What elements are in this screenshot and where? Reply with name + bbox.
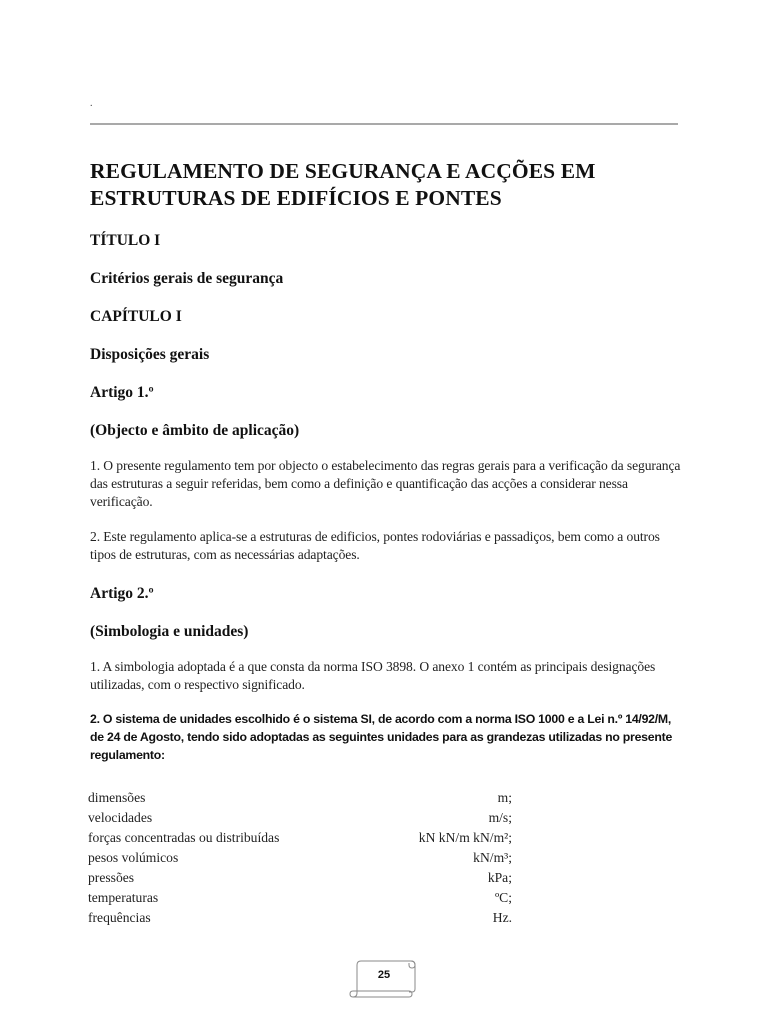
units-row [88,888,512,908]
capitulo-label: CAPÍTULO I [90,308,182,325]
header-mark: . [90,98,93,109]
units-row [88,908,512,928]
unit-symbol: ºC; [494,890,512,905]
artigo2-paragraph-2: 2. O sistema de unidades escolhido é o sistema SI, de acordo com a norma ISO 1000 e a Lei n.º 14/92/M, de 24 de Agosto, tendo sido adoptadas as seguintes unidades para as grandezas utilizadas no presente regulamento: [90,712,673,762]
unit-quantity: pressões [88,870,135,885]
artigo2-label: Artigo 2.º [90,585,154,602]
page-number-badge [349,959,419,999]
capitulo-name: Disposições gerais [90,346,210,363]
page-number: 25 [377,969,391,981]
unit-symbol: kPa; [487,870,512,885]
titulo-name: Critérios gerais de segurança [90,270,284,287]
units-table [88,788,512,928]
unit-quantity: velocidades [88,810,153,825]
units-row [88,788,512,808]
artigo1-paragraph-2: 2. Este regulamento aplica-se a estruturas de edificios, pontes rodoviárias e passadiços, bem como a outros tipos de estruturas, com as necessárias adaptações. [90,529,660,562]
unit-quantity: forças concentradas ou distribuídas [88,830,280,845]
unit-symbol: Hz. [492,910,512,925]
unit-quantity: dimensões [88,790,146,805]
artigo1-label: Artigo 1.º [90,384,154,401]
unit-quantity: frequências [88,910,151,925]
unit-quantity: temperaturas [88,890,159,905]
unit-symbol: kN/m³; [473,850,512,865]
unit-quantity: pesos volúmicos [88,850,179,865]
unit-symbol: m/s; [488,810,512,825]
document-body [90,158,682,764]
document-title: REGULAMENTO DE SEGURANÇA E ACÇÕES EM ESTRUTURAS DE EDIFÍCIOS E PONTES [90,159,596,210]
artigo2-heading: (Simbologia e unidades) [90,623,249,640]
artigo1-paragraph-1: 1. O presente regulamento tem por objecto o estabelecimento das regras gerais para a verificação da segurança das estruturas a seguir referidas, bem como a definição e quantificação das acções a considerar nessa verificação. [90,458,681,509]
artigo1-heading: (Objecto e âmbito de aplicação) [90,422,300,439]
units-row [88,848,512,868]
header-rule [90,123,678,125]
units-row [88,828,512,848]
titulo-label: TÍTULO I [90,232,161,249]
unit-symbol: m; [497,790,512,805]
unit-symbol: kN kN/m kN/m²; [418,830,512,845]
units-row [88,868,512,888]
units-row [88,808,512,828]
artigo2-paragraph-1: 1. A simbologia adoptada é a que consta da norma ISO 3898. O anexo 1 contém as principais designações utilizadas, com o respectivo significado. [90,659,656,692]
